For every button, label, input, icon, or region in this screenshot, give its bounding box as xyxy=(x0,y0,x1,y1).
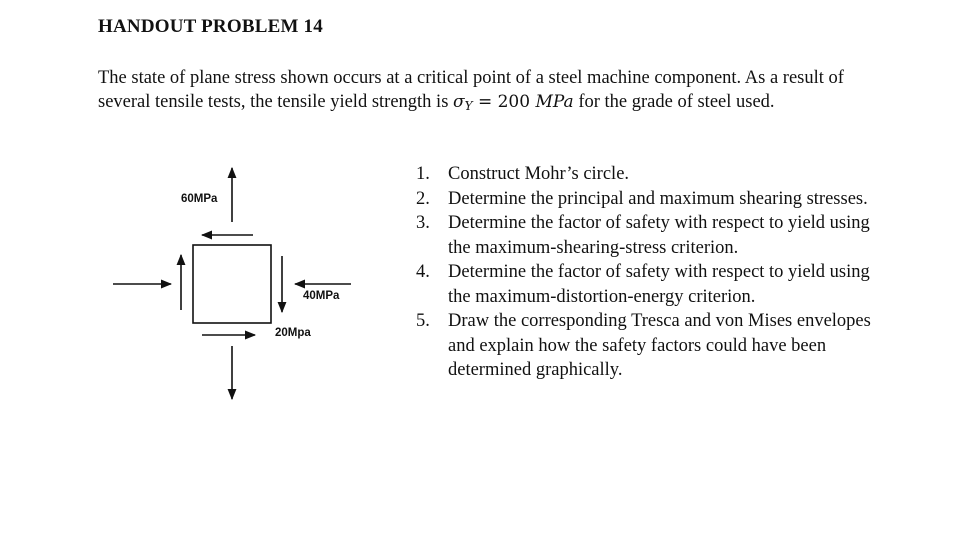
stress-element-svg xyxy=(105,160,365,410)
task-item: 4. Determine the factor of safety with respect to yield using the maximum-distortion-energy criterion. xyxy=(416,262,870,307)
label-40mpa: 40MPa xyxy=(303,290,340,302)
stress-element-square xyxy=(193,245,271,323)
handout-title: HANDOUT PROBLEM 14 xyxy=(98,16,323,37)
task-item: 3. Determine the factor of safety with respect to yield using the maximum-shearing-stress criterion. xyxy=(416,213,870,258)
task-list xyxy=(412,162,892,383)
label-60mpa: 60MPa xyxy=(181,193,218,205)
task-item: 1. Construct Mohr’s circle. xyxy=(416,164,630,184)
yield-strength-equation: $\sigma_Y = 200$ MPa xyxy=(453,92,574,113)
label-20mpa: 20Mpa xyxy=(275,327,311,339)
problem-statement xyxy=(98,66,898,118)
stress-element-diagram xyxy=(105,160,365,410)
statement-text: The state of plane stress shown occurs at a critical point of a steel machine component. As a result of several tensile tests, the tensile yield strength is xyxy=(98,68,844,112)
statement-text-end: for the grade of steel used. xyxy=(573,92,775,112)
task-item: 2. Determine the principal and maximum shearing stresses. xyxy=(416,188,868,209)
task-item: 5. Draw the corresponding Tresca and von Mises envelopes and explain how the safety factors could have been determined graphically. xyxy=(416,311,871,380)
